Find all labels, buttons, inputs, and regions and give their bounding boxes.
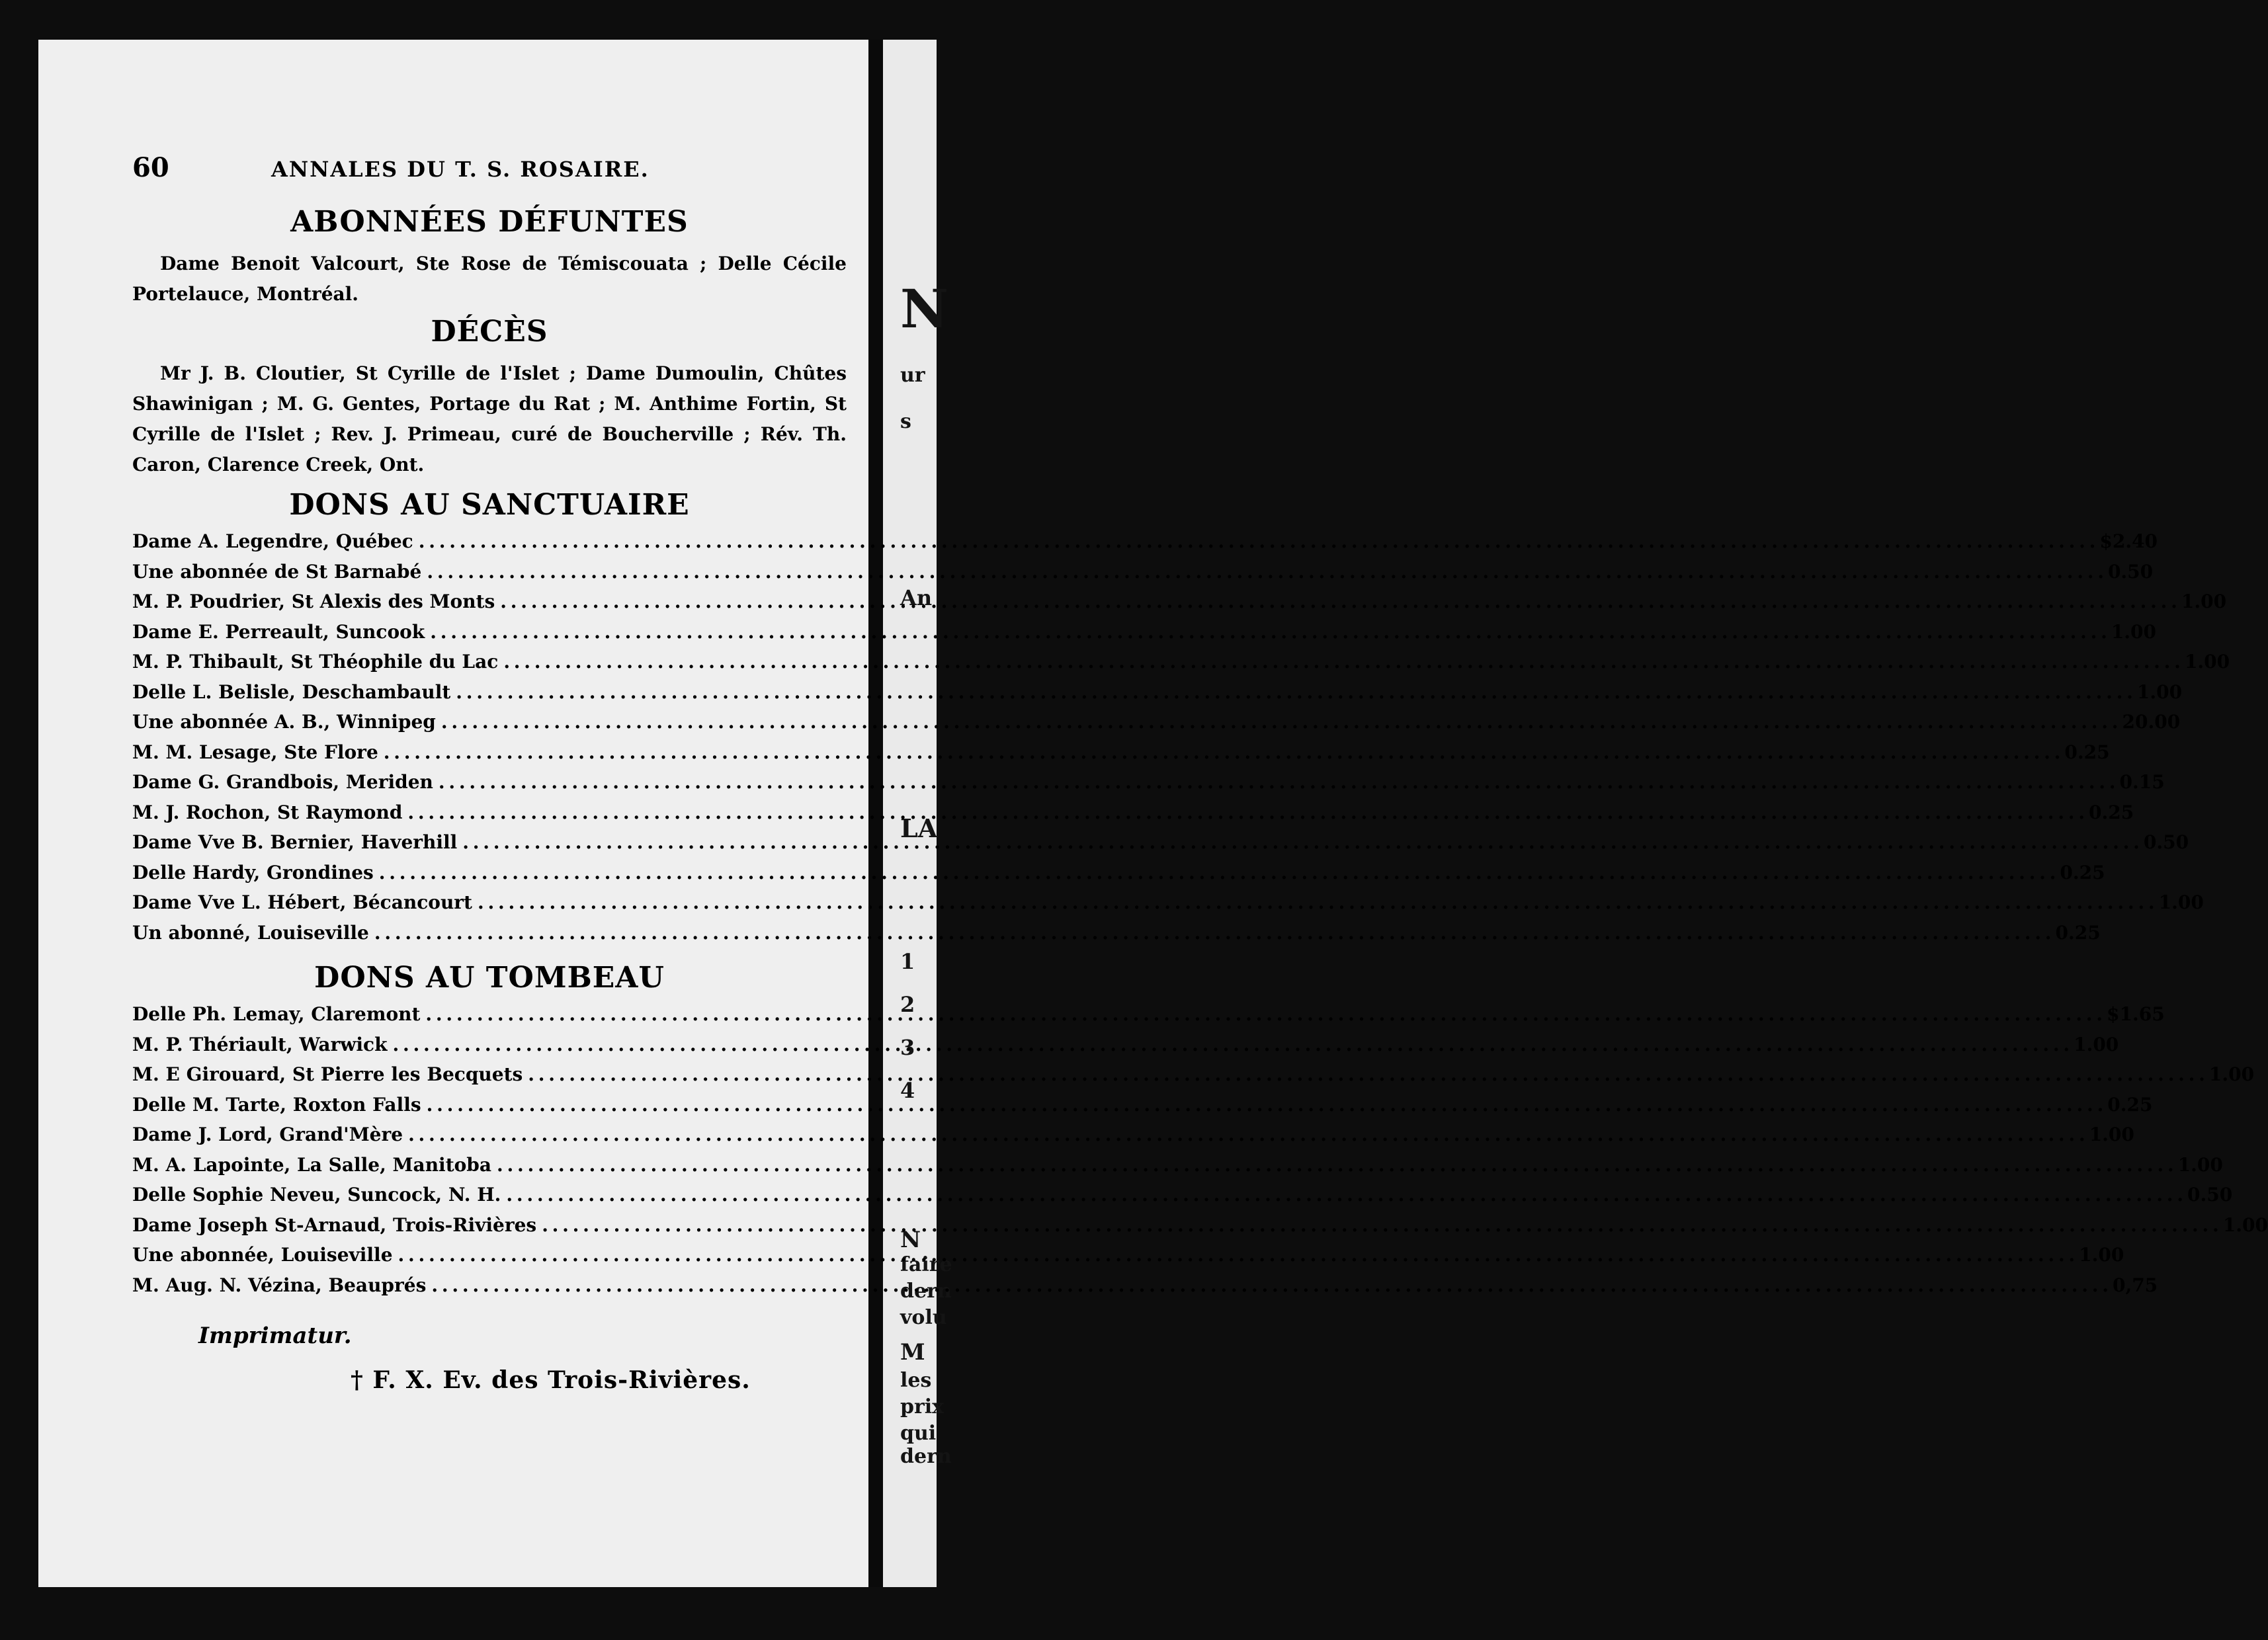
adjacent-text: les [900, 1369, 932, 1392]
adjacent-text: N [900, 278, 949, 340]
donation-amount: 0.25 [2060, 861, 2105, 883]
section-heading-deces: DÉCÈS [431, 315, 548, 348]
dot-leader [542, 1214, 2218, 1236]
donation-row [132, 741, 2110, 772]
dot-leader [503, 651, 2179, 673]
dot-leader [528, 1063, 2204, 1085]
dot-leader [441, 711, 2117, 733]
adjacent-text: An [900, 585, 933, 610]
adjacent-text: dern [900, 1445, 952, 1468]
donor-name: M. E Girouard, St Pierre les Becquets [132, 1063, 523, 1085]
donor-name: Un abonné, Louiseville [132, 921, 369, 944]
dot-leader [398, 1244, 2074, 1266]
donation-amount: 0.50 [2187, 1184, 2233, 1206]
adjacent-text: 1 [900, 949, 915, 974]
donation-amount: 0.15 [2119, 771, 2165, 793]
donation-amount: $2.40 [2099, 530, 2158, 552]
dot-leader [506, 1184, 2182, 1206]
donation-amount: 0.25 [2055, 921, 2101, 944]
donation-row [132, 711, 2181, 741]
donation-amount: 1.00 [2177, 1153, 2223, 1176]
dot-leader [456, 681, 2132, 703]
donation-row [132, 530, 2158, 561]
donation-row [132, 560, 2154, 591]
adjacent-text: volu [900, 1306, 947, 1329]
donation-row [132, 921, 2101, 952]
adjacent-text: ur [900, 364, 925, 387]
dot-leader [478, 891, 2154, 913]
donation-amount: 1.00 [2181, 591, 2227, 612]
donation-amount: 1.00 [2089, 1124, 2134, 1145]
dot-leader [439, 771, 2115, 793]
imprimatur: Imprimatur. [198, 1323, 352, 1349]
donor-name: Delle M. Tarte, Roxton Falls [132, 1093, 421, 1116]
donation-amount: 0.25 [2064, 741, 2110, 763]
section-heading-dons-tombeau: DONS AU TOMBEAU [314, 961, 665, 995]
donation-amount: 0.50 [2107, 560, 2154, 583]
dot-leader [462, 831, 2138, 853]
donor-name: Dame J. Lord, Grand'Mère [132, 1124, 403, 1145]
abonnees-defuntes-text: Dame Benoit Valcourt, Ste Rose de Témiscouata ; Delle Cécile Portelauce, Montréal. [132, 253, 847, 305]
dot-leader [407, 801, 2083, 823]
donor-name: Delle Hardy, Grondines [132, 861, 374, 883]
donation-row [132, 620, 2157, 651]
donation-row [132, 1213, 2268, 1245]
page-number: 60 [132, 152, 169, 183]
donation-row [132, 1184, 2233, 1214]
donation-amount: 1.00 [2184, 651, 2230, 673]
deces-text: Mr J. B. Cloutier, St Cyrille de l'Islet ; Dame Dumoulin, Chûtes Shawinigan ; M. G. Gentes, Portage du Rat ; M. Anthime Fortin, St Cyrille de l'Islet ; Rev. J. Primeau, curé de Boucherville ; Rév. Th. Caron, Clarence Creek, Ont. [132, 362, 847, 475]
donation-row [132, 1124, 2134, 1154]
donation-amount: 1.00 [2111, 620, 2157, 643]
adjacent-text: s [900, 410, 911, 433]
adjacent-text: 4 [900, 1078, 915, 1103]
adjacent-text: 3 [900, 1035, 915, 1060]
dot-leader [431, 1274, 2107, 1296]
donation-row [132, 1153, 2223, 1184]
donation-amount: 1.00 [2136, 680, 2183, 703]
donation-row [132, 680, 2183, 712]
dot-leader [408, 1124, 2084, 1145]
dot-leader [430, 621, 2106, 643]
adjacent-text: LA [900, 813, 938, 843]
donor-name: Une abonnée de St Barnabé [132, 560, 422, 583]
donor-name: Delle L. Belisle, Deschambault [132, 680, 451, 703]
dot-leader [419, 530, 2095, 552]
donation-row [132, 771, 2165, 801]
donation-amount: 0.25 [2089, 801, 2134, 823]
dot-leader [427, 561, 2103, 583]
adjacent-text: dern [900, 1280, 952, 1303]
donation-amount: 1.00 [2158, 891, 2204, 913]
adjacent-text: M [900, 1339, 925, 1366]
donor-name: Delle Sophie Neveu, Suncock, N. H. [132, 1184, 501, 1206]
donor-name: M. P. Poudrier, St Alexis des Monts [132, 591, 495, 612]
section-heading-dons-sanctuaire: DONS AU SANCTUAIRE [289, 488, 690, 522]
signature: † F. X. Ev. des Trois-Rivières. [351, 1366, 751, 1394]
donation-amount: 0.25 [2107, 1093, 2153, 1116]
dons-sanctuaire-list [132, 530, 2230, 952]
dot-leader [497, 1154, 2173, 1176]
donation-row [132, 1003, 2165, 1034]
donation-row [132, 861, 2105, 892]
donation-row [132, 891, 2204, 922]
donation-row [132, 651, 2230, 681]
dot-leader [384, 741, 2060, 763]
adjacent-text: qui [900, 1422, 937, 1445]
donor-name: M. Aug. N. Vézina, Beauprés [132, 1274, 427, 1296]
page-header [132, 152, 847, 198]
donor-name: Dame Joseph St-Arnaud, Trois-Rivières [132, 1213, 537, 1236]
donation-amount: 1.00 [2079, 1244, 2124, 1266]
donor-name: Une abonnée A. B., Winnipeg [132, 711, 436, 733]
donor-name: M. A. Lapointe, La Salle, Manitoba [132, 1153, 492, 1176]
donation-amount: 20.00 [2122, 711, 2181, 733]
donation-row [132, 831, 2189, 862]
donation-row [132, 1093, 2153, 1124]
donation-amount: 0.50 [2143, 831, 2189, 853]
donation-amount: 1.00 [2222, 1213, 2268, 1236]
adjacent-text: 2 [900, 992, 915, 1017]
donor-name: Une abonnée, Louiseville [132, 1244, 393, 1266]
donation-row [132, 1063, 2255, 1094]
dot-leader [379, 862, 2055, 883]
adjacent-text: N [900, 1227, 921, 1253]
donor-name: M. M. Lesage, Ste Flore [132, 741, 378, 763]
dot-leader [425, 1003, 2101, 1025]
dot-leader [500, 591, 2176, 612]
donor-name: Dame Vve B. Bernier, Haverhill [132, 831, 458, 853]
donation-row [132, 1033, 2119, 1064]
adjacent-text: faire [900, 1253, 952, 1276]
donor-name: M. P. Thériault, Warwick [132, 1033, 388, 1055]
donation-amount: 1.00 [2208, 1063, 2255, 1085]
donor-name: M. J. Rochon, St Raymond [132, 801, 403, 823]
adjacent-text: prix [900, 1395, 945, 1418]
donation-amount: 0,75 [2112, 1274, 2158, 1296]
section-heading-abonnees-defuntes: ABONNÉES DÉFUNTES [290, 205, 689, 239]
donation-amount: $1.65 [2107, 1003, 2165, 1025]
donor-name: Delle Ph. Lemay, Claremont [132, 1003, 421, 1025]
dot-leader [427, 1094, 2103, 1116]
donor-name: M. P. Thibault, St Théophile du Lac [132, 651, 499, 673]
donor-name: Dame A. Legendre, Québec [132, 530, 413, 552]
donor-name: Dame E. Perreault, Suncook [132, 620, 425, 643]
donor-name: Dame Vve L. Hébert, Bécancourt [132, 891, 472, 913]
running-head: ANNALES DU T. S. ROSAIRE. [271, 157, 650, 182]
dot-leader [374, 922, 2050, 944]
dot-leader [392, 1034, 2068, 1055]
donation-amount: 1.00 [2074, 1033, 2119, 1055]
donor-name: Dame G. Grandbois, Meriden [132, 771, 433, 793]
